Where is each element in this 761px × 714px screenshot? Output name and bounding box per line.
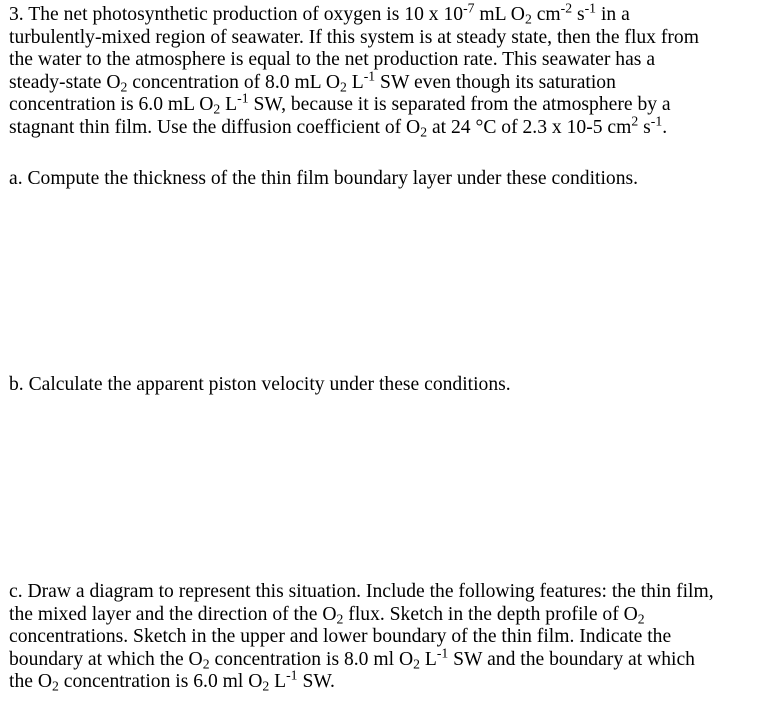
text-line: concentration is 6.0 mL $O_2$ $L^{-1}$ SW, because it is separated from the atmosphere by a (9, 90, 671, 117)
subscript: 2 (336, 611, 344, 627)
question-intro (9, 0, 754, 140)
superscript: -1 (436, 645, 449, 661)
subscript: 2 (637, 611, 645, 627)
part-a-prompt (9, 168, 754, 191)
superscript: -2 (560, 0, 573, 16)
superscript: -1 (584, 0, 597, 16)
subscript: 2 (52, 678, 59, 694)
subscript: 2 (262, 678, 270, 694)
text-line: the $O_2$ concentration is 6.0 ml $O_2$ $L^{-1}$ SW. (9, 667, 335, 694)
subscript: 2 (413, 656, 420, 672)
superscript: -1 (237, 90, 249, 106)
subscript: 2 (339, 79, 347, 95)
text-line: b. Calculate the apparent piston velocity under these conditions. (9, 374, 511, 395)
part-c-prompt (9, 581, 754, 694)
text-line: stagnant thin film. Use the diffusion coefficient of $O_2$ at 24 °C of 2.3 x 10-5 $cm^2$ $s^{-1}$. (9, 113, 668, 140)
text-line: concentrations. Sketch in the upper and lower boundary of the thin film. Indicate the (9, 626, 672, 648)
question-number: 3. (9, 4, 29, 25)
text-line: 3. The net photosynthetic production of oxygen is 10 x $10^{-7}$ mL $O_2$ $cm^{-2}$ $s^{-1}$ in a (9, 0, 630, 27)
text-line: turbulently-mixed region of seawater. If this system is at steady state, then the flux from (9, 26, 699, 48)
subscript: 2 (524, 11, 532, 27)
text-line: the water to the atmosphere is equal to the net production rate. This seawater has a (9, 49, 656, 71)
subscript: 2 (213, 101, 221, 117)
text-line: a. Compute the thickness of the thin film boundary layer under these conditions. (9, 168, 639, 189)
subscript: 2 (202, 656, 210, 672)
subscript: 2 (420, 124, 428, 140)
superscript: -1 (363, 68, 376, 84)
text-line: boundary at which the $O_2$ concentration is 8.0 ml $O_2$ $L^{-1}$ SW and the boundary at which (9, 645, 695, 672)
superscript: -1 (286, 667, 298, 683)
subscript: 2 (120, 79, 128, 95)
superscript: -1 (650, 113, 663, 129)
text-line: the mixed layer and the direction of the $O_2$ flux. Sketch in the depth profile of $O_2$ (9, 603, 645, 627)
superscript: 2 (631, 113, 639, 129)
part-b-prompt (9, 374, 754, 397)
text-line: steady-state $O_2$ concentration of 8.0 mL $O_2$ $L^{-1}$ SW even though its saturation (9, 68, 616, 95)
text-line: c. Draw a diagram to represent this situation. Include the following features: the thin film, (9, 581, 714, 602)
superscript: -7 (463, 0, 475, 16)
